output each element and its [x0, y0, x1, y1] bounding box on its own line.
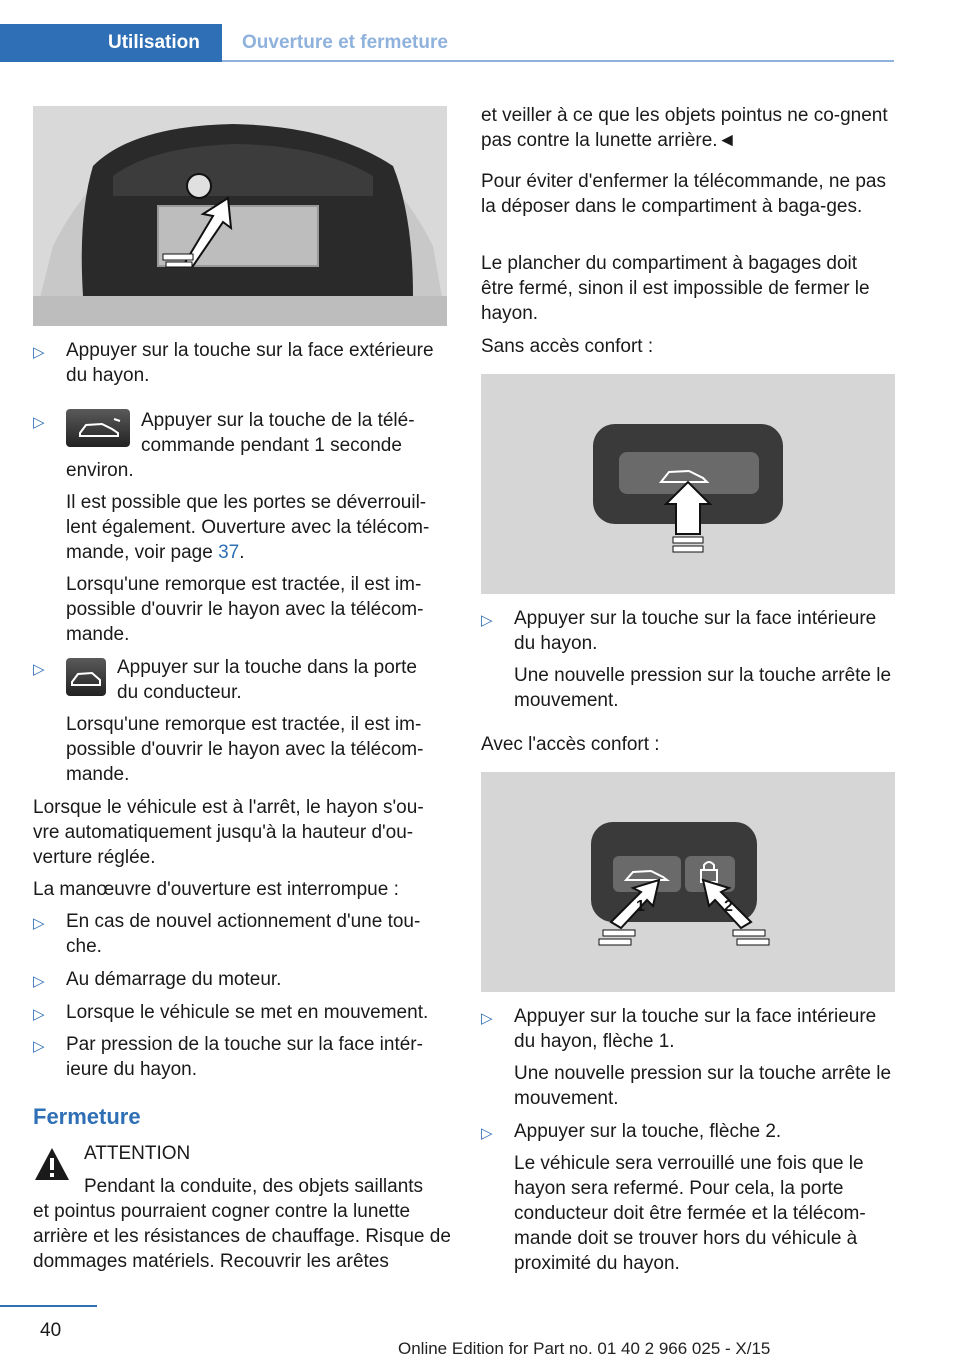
comfort-buttons-illustration	[481, 772, 895, 992]
interrupt-item-2: Au démarrage du moteur.	[66, 969, 282, 990]
comfort-buttons-image	[481, 772, 895, 992]
edition-footer: Online Edition for Part no. 01 40 2 966 025 - X/15	[398, 1339, 771, 1358]
header-rule	[222, 60, 894, 62]
trailer-note-2: Lorsqu'une remorque est tractée, il est im-possible d'ouvrir le hayon avec la télécom-mande.	[66, 714, 424, 785]
right-para-2: Pour éviter d'enfermer la télécommande, ne pas la déposer dans le compartiment à baga-ges.	[481, 171, 886, 217]
car-trunk-icon	[66, 658, 106, 696]
remote-trunk-button-icon	[66, 409, 130, 447]
right-para-3: Le plancher du compartiment à bagages doit être fermé, sinon il est impossible de fermer le hayon.	[481, 253, 870, 324]
tailgate-image	[33, 106, 447, 326]
bullet: ▷	[481, 1125, 493, 1142]
tailgate-illustration	[33, 106, 447, 326]
bullet: ▷	[481, 1010, 493, 1027]
page-number: 40	[40, 1320, 62, 1341]
arrow-2-note: Le véhicule sera verrouillé une fois que le hayon sera refermé. Pour cela, la porte conducteur doit être fermée et la télécom-mande doit se trouver hors du véhicule à proximité du hayon.	[514, 1153, 866, 1274]
interrupt-item-1: En cas de nouvel actionnement d'une tou-che.	[66, 911, 421, 957]
bullet: ▷	[33, 1006, 45, 1023]
step-door-line1: Appuyer sur la touche dans la porte	[117, 657, 417, 678]
step-arrow-1: Appuyer sur la touche sur la face intérieure du hayon, flèche 1.	[514, 1006, 877, 1052]
warning-text: et pointus pourraient cogner contre la lunette arrière et les résistances de chauffage. Risque de dommages matériels. Recouvrir les arêtes	[33, 1201, 451, 1272]
arrow-1-label: 1	[636, 898, 645, 915]
footer-rule	[0, 1305, 97, 1307]
bullet: ▷	[33, 915, 45, 932]
comfort-label: Avec l'accès confort :	[481, 734, 660, 755]
bullet: ▷	[33, 661, 45, 678]
step-remote-line1: Appuyer sur la touche de la télé-	[141, 410, 415, 431]
no-comfort-label: Sans accès confort :	[481, 336, 654, 357]
arrow-2-label: 2	[724, 898, 733, 915]
step-remote-line3: environ.	[66, 460, 134, 481]
warning-line1: Pendant la conduite, des objets saillants	[84, 1176, 424, 1197]
step-inner-button: Appuyer sur la touche sur la face intérieure du hayon.	[514, 608, 877, 654]
door-trunk-button-icon	[66, 658, 106, 696]
step-outside-button: Appuyer sur la touche sur la face extérieure du hayon.	[66, 340, 434, 386]
bullet: ▷	[33, 1038, 45, 1055]
page-link[interactable]: 37	[218, 542, 240, 563]
bullet: ▷	[33, 344, 45, 361]
inner-button-note: Une nouvelle pression sur la touche arrête le mouvement.	[514, 665, 892, 711]
bullet: ▷	[481, 612, 493, 629]
auto-open-paragraph: Lorsque le véhicule est à l'arrêt, le hayon s'ou-vre automatiquement jusqu'à la hauteur d'ou-verture réglée.	[33, 797, 424, 868]
remote-note: Il est possible que les portes se déverrouil-lent également. Ouverture avec la télécom-mande, voir page 37.	[66, 492, 430, 563]
trailer-note: Lorsqu'une remorque est tractée, il est im-possible d'ouvrir le hayon avec la télécom-mande.	[66, 574, 424, 645]
step-arrow-2: Appuyer sur la touche, flèche 2.	[514, 1121, 782, 1142]
interrupt-item-3: Lorsque le véhicule se met en mouvement.	[66, 1002, 429, 1023]
step-door-line2: du conducteur.	[117, 682, 242, 703]
interrupt-intro: La manœuvre d'ouverture est interrompue :	[33, 879, 399, 900]
car-trunk-icon	[66, 409, 130, 447]
step-remote-line2: commande pendant 1 seconde	[141, 435, 402, 456]
inner-button-image	[481, 374, 895, 594]
section-tab[interactable]: Ouverture et fermeture	[242, 32, 448, 53]
section-heading-fermeture: Fermeture	[33, 1104, 141, 1129]
bullet: ▷	[33, 414, 45, 431]
interrupt-item-4: Par pression de la touche sur la face intér-ieure du hayon.	[66, 1034, 423, 1080]
chapter-tab[interactable]: Utilisation	[108, 32, 200, 53]
warning-icon	[33, 1146, 71, 1182]
inner-button-illustration	[481, 374, 895, 594]
warning-title: ATTENTION	[84, 1143, 191, 1164]
arrow-1-note: Une nouvelle pression sur la touche arrête le mouvement.	[514, 1063, 892, 1109]
right-para-1: et veiller à ce que les objets pointus ne co-gnent pas contre la lunette arrière.◄	[481, 105, 888, 151]
bullet: ▷	[33, 973, 45, 990]
